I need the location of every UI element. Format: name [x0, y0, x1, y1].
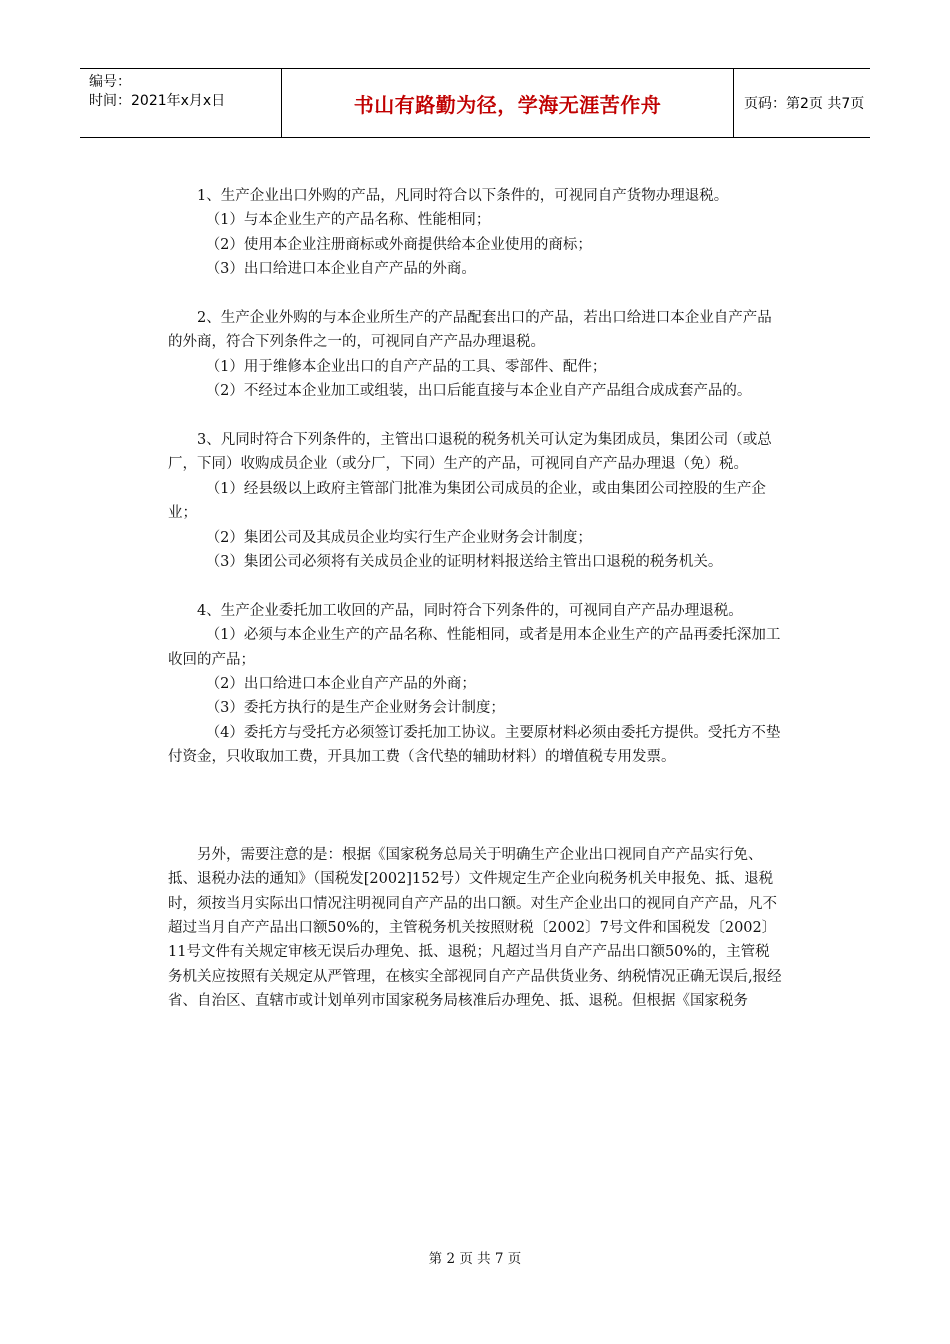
section-1-item-2: （2）使用本企业注册商标或外商提供给本企业使用的商标； [205, 236, 592, 253]
section-2-item-2: （2）不经过本企业加工或组装，出口后能直接与本企业自产产品组合成成套产品的。 [205, 383, 752, 400]
section-1-lead: 1、生产企业出口外购的产品，凡同时符合以下条件的，可视同自产货物办理退税。 [197, 188, 729, 204]
section-3-item-2: （2）集团公司及其成员企业均实行生产企业财务会计制度； [205, 529, 592, 546]
section-2-item-1: （1）用于维修本企业出口的自产产品的工具、零部件、配件； [205, 358, 607, 375]
page-header [80, 68, 870, 138]
header-page-label: 页码：第2页 共7页 [744, 96, 865, 112]
section-1-item-3: （3）出口给进口本企业自产产品的外商。 [205, 261, 476, 278]
header-motto: 书山有路勤为径，学海无涯苦作舟 [282, 69, 734, 137]
document-body [168, 184, 784, 1014]
section-3-item-3: （3）集团公司必须将有关成员企业的证明材料报送给主管出口退税的税务机关。 [205, 554, 723, 571]
section-3-item-1: （1）经县级以上政府主管部门批准为集团公司成员的企业，或由集团公司控股的生产企业； [168, 480, 766, 522]
section-4-item-2: （2）出口给进口本企业自产产品的外商； [205, 676, 476, 693]
paragraph-gap [168, 574, 784, 598]
section-3-lead: 3、凡同时符合下列条件的，主管出口退税的税务机关可认定为集团成员，集团公司（或总厂，下同）收购成员企业（或分厂，下同）生产的产品，可视同自产产品办理退（免）税。 [168, 432, 772, 473]
section-2-lead: 2、生产企业外购的与本企业所生产的产品配套出口的产品，若出口给进口本企业自产产品的外商，符合下列条件之一的，可视同自产产品办理退税。 [168, 310, 772, 351]
paragraph-gap [168, 282, 784, 306]
section-4-lead: 4、生产企业委托加工收回的产品，同时符合下列条件的，可视同自产产品办理退税。 [197, 602, 743, 619]
closing-paragraph: 另外，需要注意的是：根据《国家税务总局关于明确生产企业出口视同自产产品实行免、抵、退税办法的通知》（国税发[2002]152号）文件规定生产企业向税务机关申报免、抵、退税时，须按当月实际出口情况注明视同自产产品的出口额。对生产企业出口的视同自产产品，凡不超过当月自产产品出口额50%的，主管税务机关按照财税〔2002〕7号文件和国税发〔2002〕11号文件有关规定审核无误后办理免、抵、退税；凡超过当月自产产品出口额50%的，主管税务机关应按照有关规定从严管理，在核实全部视同自产产品供货业务、纳税情况正确无误后,报经省、自治区、直辖市或计划单列市国家税务局核准后办理免、抵、退税。但根据《国家税务 [168, 846, 782, 1010]
paragraph-gap-large [168, 770, 784, 843]
section-4-item-3: （3）委托方执行的是生产企业财务会计制度； [205, 700, 505, 717]
section-4-item-4: （4）委托方与受托方必须签订委托加工协议。主要原材料必须由委托方提供。受托方不垫付资金，只收取加工费，开具加工费（含代垫的辅助材料）的增值税专用发票。 [168, 724, 781, 766]
section-1-item-1: （1）与本企业生产的产品名称、性能相同； [205, 212, 491, 229]
document-number-label: 编号： [89, 74, 131, 90]
header-meta [80, 69, 282, 137]
paragraph-gap [168, 404, 784, 428]
document-date-label: 时间：2021年x月x日 [89, 93, 226, 109]
page-footer: 第 2 页 共 7 页 [428, 1251, 522, 1267]
header-page-info [734, 69, 870, 137]
section-4-item-1: （1）必须与本企业生产的产品名称、性能相同，或者是用本企业生产的产品再委托深加工收回的产品； [168, 627, 781, 668]
